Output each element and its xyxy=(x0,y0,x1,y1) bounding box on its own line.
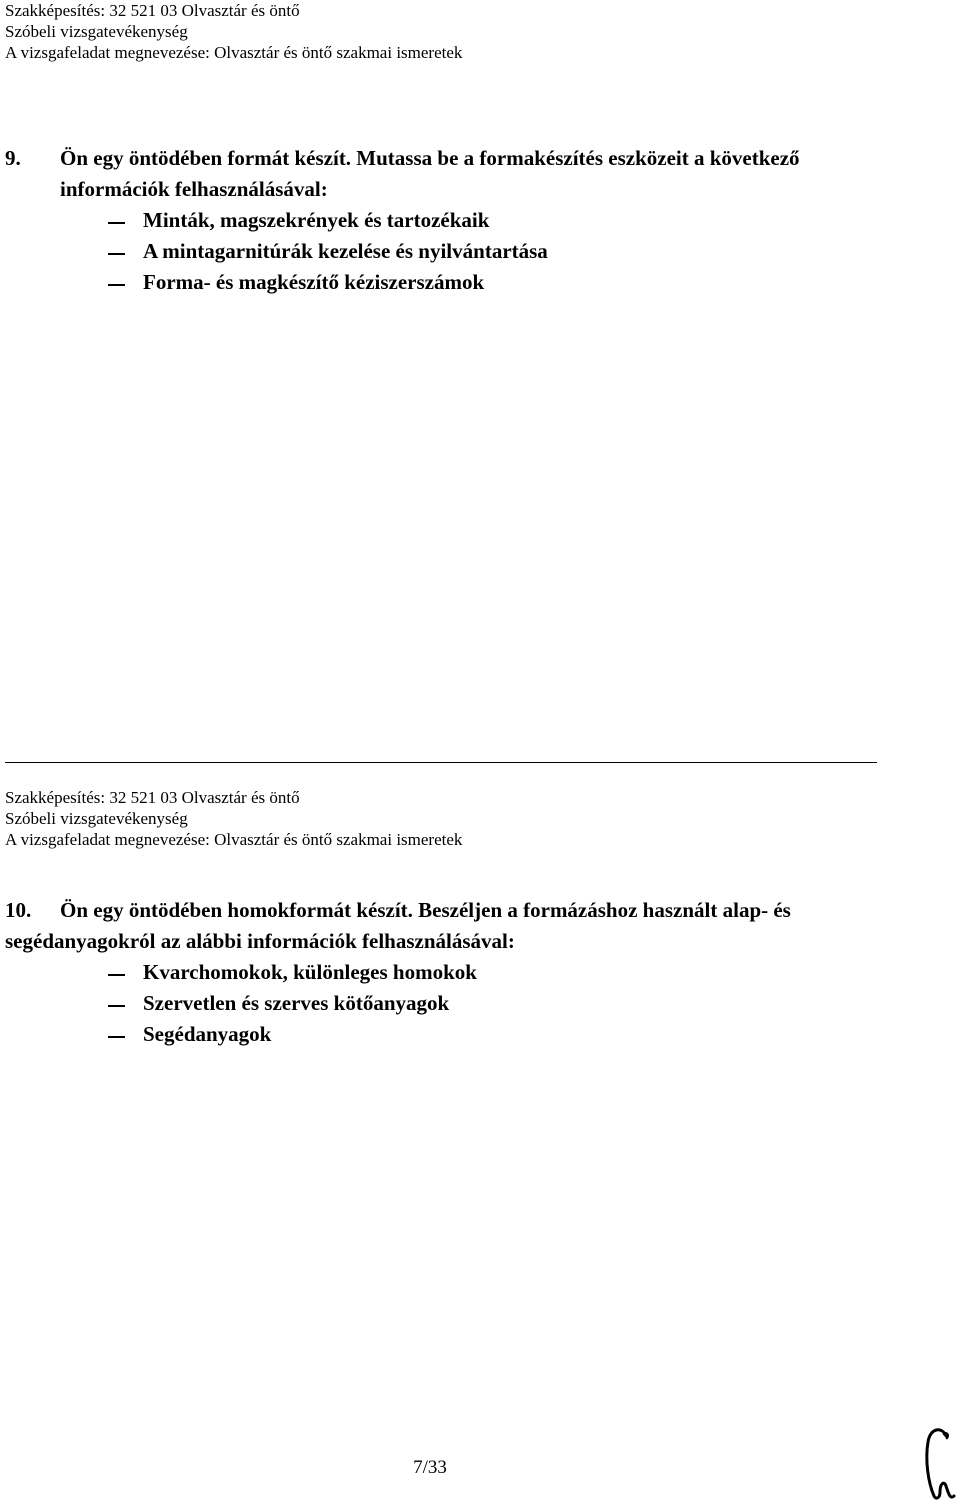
question-10-number: 10. xyxy=(5,898,32,922)
handwritten-signature-icon xyxy=(916,1422,960,1502)
question-9-bullet xyxy=(5,236,885,267)
question-10-bullet xyxy=(5,988,885,1019)
question-10-text-line1: Ön egy öntödében homokformát készít. Beszéljen a formázáshoz használt alap- és xyxy=(60,898,791,922)
question-9-bullet xyxy=(5,205,885,236)
dash-bullet-icon xyxy=(108,284,125,286)
bullet-text: Minták, magszekrények és tartozékaik xyxy=(143,208,490,232)
section-divider xyxy=(5,762,877,763)
bullet-text: Segédanyagok xyxy=(143,1022,272,1046)
question-10 xyxy=(5,895,885,1050)
question-10-bullet xyxy=(5,957,885,988)
page-header-repeat xyxy=(5,787,462,850)
bullet-text: Forma- és magkészítő kéziszerszámok xyxy=(143,270,485,294)
dash-bullet-icon xyxy=(108,222,125,224)
dash-bullet-icon xyxy=(108,1036,125,1038)
header-task-name: A vizsgafeladat megnevezése: Olvasztár és öntő szakmai ismeretek xyxy=(5,43,463,62)
bullet-text: Kvarchomokok, különleges homokok xyxy=(143,960,477,984)
header-task-name: A vizsgafeladat megnevezése: Olvasztár és öntő szakmai ismeretek xyxy=(5,830,463,849)
header-qualification: Szakképesítés: 32 521 03 Olvasztár és öntő xyxy=(5,1,300,20)
page-number: 7/33 xyxy=(413,1457,447,1478)
question-9-text-line2: információk felhasználásával: xyxy=(60,177,328,201)
header-activity: Szóbeli vizsgatevékenység xyxy=(5,809,188,828)
question-9-bullet xyxy=(5,267,885,298)
bullet-text: A mintagarnitúrák kezelése és nyilvántartása xyxy=(143,239,548,263)
question-9 xyxy=(5,143,885,298)
question-10-bullet xyxy=(5,1019,885,1050)
page-header-top xyxy=(5,0,462,63)
question-9-text-line1: Ön egy öntödében formát készít. Mutassa be a formakészítés eszközeit a következő xyxy=(60,146,800,170)
question-10-text-line2: segédanyagokról az alábbi információk felhasználásával: xyxy=(5,929,515,953)
dash-bullet-icon xyxy=(108,1005,125,1007)
header-qualification: Szakképesítés: 32 521 03 Olvasztár és öntő xyxy=(5,788,300,807)
question-9-number: 9. xyxy=(5,146,21,170)
bullet-text: Szervetlen és szerves kötőanyagok xyxy=(143,991,450,1015)
dash-bullet-icon xyxy=(108,253,125,255)
header-activity: Szóbeli vizsgatevékenység xyxy=(5,22,188,41)
dash-bullet-icon xyxy=(108,974,125,976)
